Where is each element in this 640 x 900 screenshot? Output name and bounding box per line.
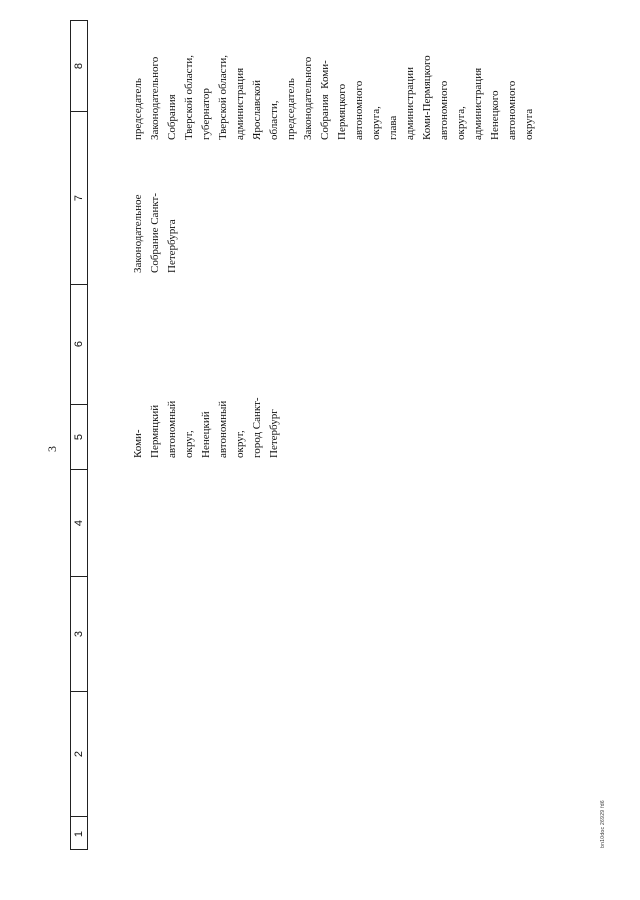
header-label: 5 xyxy=(73,433,85,440)
header-cell-8 xyxy=(71,21,87,111)
text-line: Тверской области, xyxy=(183,54,195,140)
text-line: автономный xyxy=(166,400,178,458)
text-line: автономного xyxy=(506,80,518,140)
header-label: 2 xyxy=(73,750,85,757)
text-line: автономный xyxy=(217,400,229,458)
header-cell-4 xyxy=(71,469,87,576)
text-line: автономного xyxy=(438,80,450,140)
text-line: город Санкт- xyxy=(251,397,263,458)
text-line: округа, xyxy=(370,106,382,140)
page-number: 3 xyxy=(45,446,59,452)
header-cell-7 xyxy=(71,111,87,284)
text-line: Пермяцкий xyxy=(149,404,161,458)
text-line: администрация xyxy=(234,67,246,140)
header-label: 3 xyxy=(73,630,85,637)
header-label: 8 xyxy=(73,62,85,70)
header-cell-2 xyxy=(71,691,87,816)
text-line: глава xyxy=(387,115,399,140)
text-line: губернатор xyxy=(200,88,212,140)
text-line: Коми-Пермяцкого xyxy=(421,55,433,140)
header-label: 6 xyxy=(73,340,85,348)
text-line: Ярославской xyxy=(251,79,263,140)
text-line: Законодательного xyxy=(302,56,314,140)
text-line: Петербург xyxy=(268,409,280,458)
table-header-row xyxy=(70,20,88,850)
text-line: округа xyxy=(523,108,535,140)
text-line: Законодательного xyxy=(149,56,161,140)
header-cell-1 xyxy=(71,816,87,851)
text-line: Петербурга xyxy=(166,219,178,273)
text-line: округ, xyxy=(234,430,246,458)
text-line: округ, xyxy=(183,430,195,458)
text-line: председатель xyxy=(285,78,297,140)
column-6-text xyxy=(130,397,283,458)
header-cell-6 xyxy=(71,284,87,404)
text-line: Тверской области, xyxy=(217,54,229,140)
text-line: Коми- xyxy=(132,429,144,458)
text-line: автономного xyxy=(353,80,365,140)
header-label: 7 xyxy=(73,194,85,201)
text-line: Собрание Санкт- xyxy=(149,193,161,273)
text-line: Ненецкий xyxy=(200,411,212,458)
text-line: Законодательное xyxy=(132,194,144,273)
header-label: 1 xyxy=(73,830,85,837)
text-line: Пермяцкого xyxy=(336,83,348,140)
column-7-text xyxy=(130,193,181,273)
footer-code: bn10doc 26929 fd6 xyxy=(600,800,606,848)
column-8-text xyxy=(130,55,538,140)
text-line: округа, xyxy=(455,106,467,140)
header-label: 4 xyxy=(73,519,85,526)
text-line: Собрания xyxy=(166,94,178,140)
text-line: Ненецкого xyxy=(489,90,501,140)
text-line: администрация xyxy=(472,67,484,140)
text-line: Собрания Коми- xyxy=(319,60,331,140)
text-line: администрации xyxy=(404,67,416,140)
text-line: председатель xyxy=(132,78,144,140)
header-cell-3 xyxy=(71,576,87,691)
text-line: области, xyxy=(268,100,280,140)
header-cell-5 xyxy=(71,404,87,469)
